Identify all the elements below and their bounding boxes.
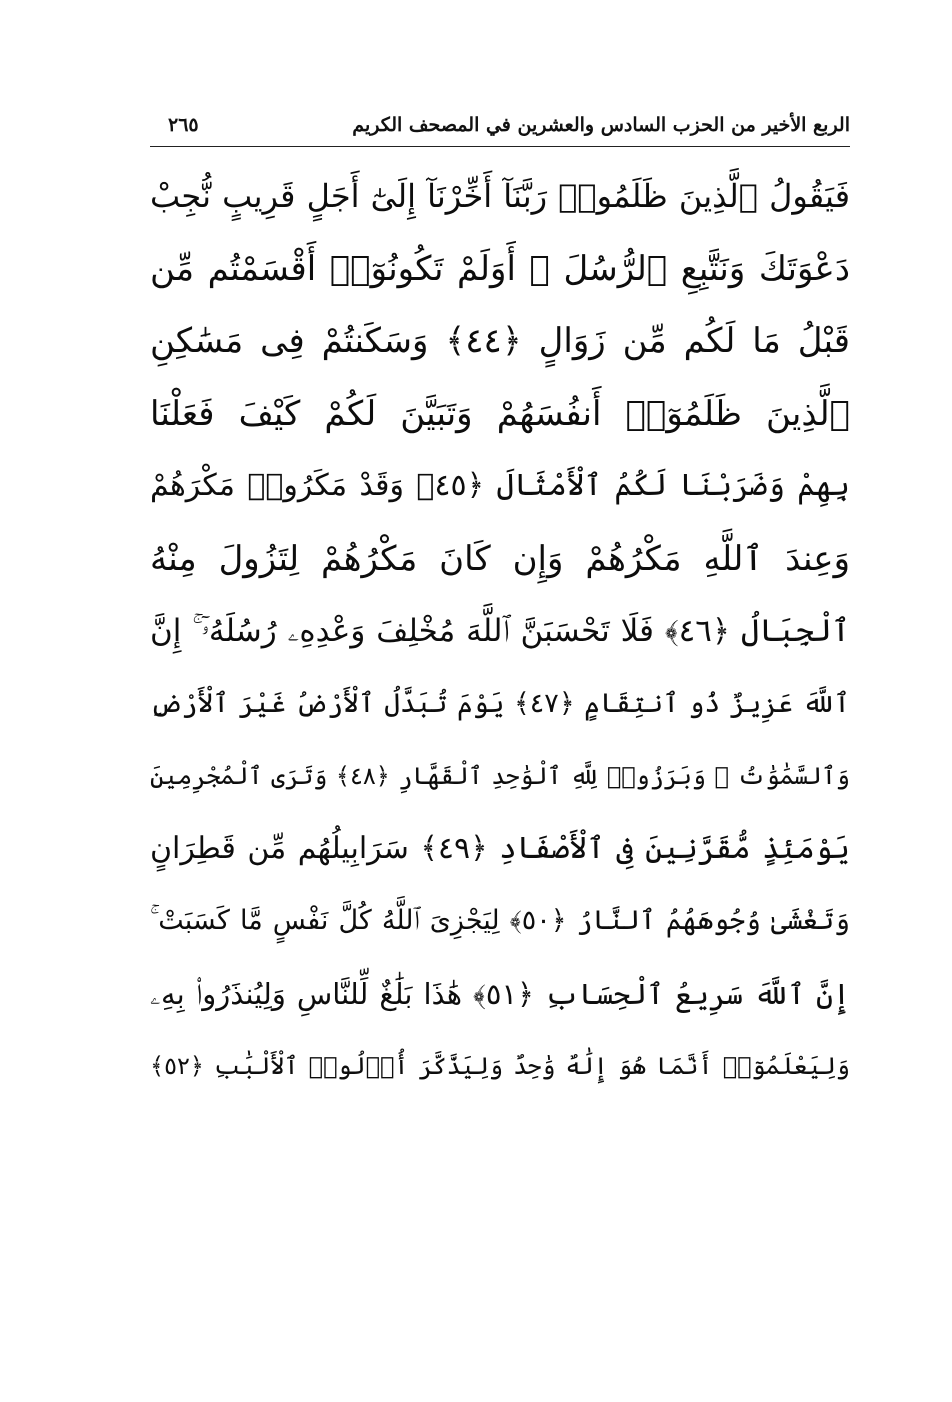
verse-line: وَعِندَ ٱللَّهِ مَكْرُهُمْ وَإِن كَانَ مَكْرُهُمْ لِتَزُولَ مِنْهُ bbox=[150, 538, 850, 579]
verse-text-block bbox=[150, 160, 850, 1100]
page-header bbox=[150, 112, 850, 146]
verse-line: وَتَغْشَىٰ وُجُوهَهُمُ ٱلنَّارُ ﴿٥٠﴾ لِيَجْزِىَ ٱللَّهُ كُلَّ نَفْسٍ مَّا كَسَبَتْ ۚ bbox=[150, 905, 850, 936]
header-title: الربع الأخير من الحزب السادس والعشرين في المصحف الكريم bbox=[352, 114, 850, 136]
verse-line: ٱللَّهَ عَزِيزٌ ذُو ٱنتِقَامٍ ﴿٤٧﴾ يَوْمَ تُبَدَّلُ ٱلْأَرْضُ غَيْرَ ٱلْأَرْضِ bbox=[150, 687, 850, 719]
verse-line: يَوْمَئِذٍ مُّقَرَّنِينَ فِى ٱلْأَصْفَادِ ﴿٤٩﴾ سَرَابِيلُهُم مِّن قَطِرَانٍ bbox=[150, 830, 850, 866]
verse-line: وَلِيَعْلَمُوٓا۟ أَنَّمَا هُوَ إِلَٰهٌ وَٰحِدٌ وَلِيَذَّكَّرَ أُو۟لُوا۟ ٱلْأَلْبَٰبِ ﴿٥٢﴾ bbox=[150, 1052, 850, 1080]
verse-line: ٱلْجِبَالُ ﴿٤٦﴾ فَلَا تَحْسَبَنَّ ٱللَّهَ مُخْلِفَ وَعْدِهِۦ رُسُلَهُۥٓ ۚ إِنَّ bbox=[150, 613, 850, 649]
verse-line: ٱلَّذِينَ ظَلَمُوٓا۟ أَنفُسَهُمْ وَتَبَيَّنَ لَكُمْ كَيْفَ فَعَلْنَا bbox=[150, 393, 850, 434]
verse-line: وَٱلسَّمَٰوَٰتُ ۖ وَبَرَزُوا۟ لِلَّهِ ٱلْوَٰحِدِ ٱلْقَهَّارِ ﴿٤٨﴾ وَتَرَى ٱلْمُجْرِمِينَ bbox=[150, 762, 850, 790]
verse-line: فَيَقُولُ ٱلَّذِينَ ظَلَمُوا۟ رَبَّنَآ أَخِّرْنَآ إِلَىٰٓ أَجَلٍ قَرِيبٍ نُّجِبْ bbox=[150, 177, 850, 215]
verse-line: قَبْلُ مَا لَكُم مِّن زَوَالٍ ﴿٤٤﴾ وَسَكَنتُمْ فِى مَسَٰكِنِ bbox=[150, 321, 850, 361]
verse-line: بِهِمْ وَضَرَبْنَا لَكُمُ ٱلْأَمْثَالَ ﴿٤٥﴾ وَقَدْ مَكَرُوا۟ مَكْرَهُمْ bbox=[150, 468, 850, 503]
header-divider bbox=[150, 146, 850, 147]
page-number: ٢٦٥ bbox=[168, 114, 199, 136]
verse-line: إِنَّ ٱللَّهَ سَرِيعُ ٱلْحِسَابِ ﴿٥١﴾ هَٰذَا بَلَٰغٌ لِّلنَّاسِ وَلِيُنذَرُوا۟ بِهِۦ bbox=[150, 976, 850, 1011]
verse-line: دَعْوَتَكَ وَنَتَّبِعِ ٱلرُّسُلَ ۗ أَوَلَمْ تَكُونُوٓا۟ أَقْسَمْتُم مِّن bbox=[150, 248, 850, 289]
